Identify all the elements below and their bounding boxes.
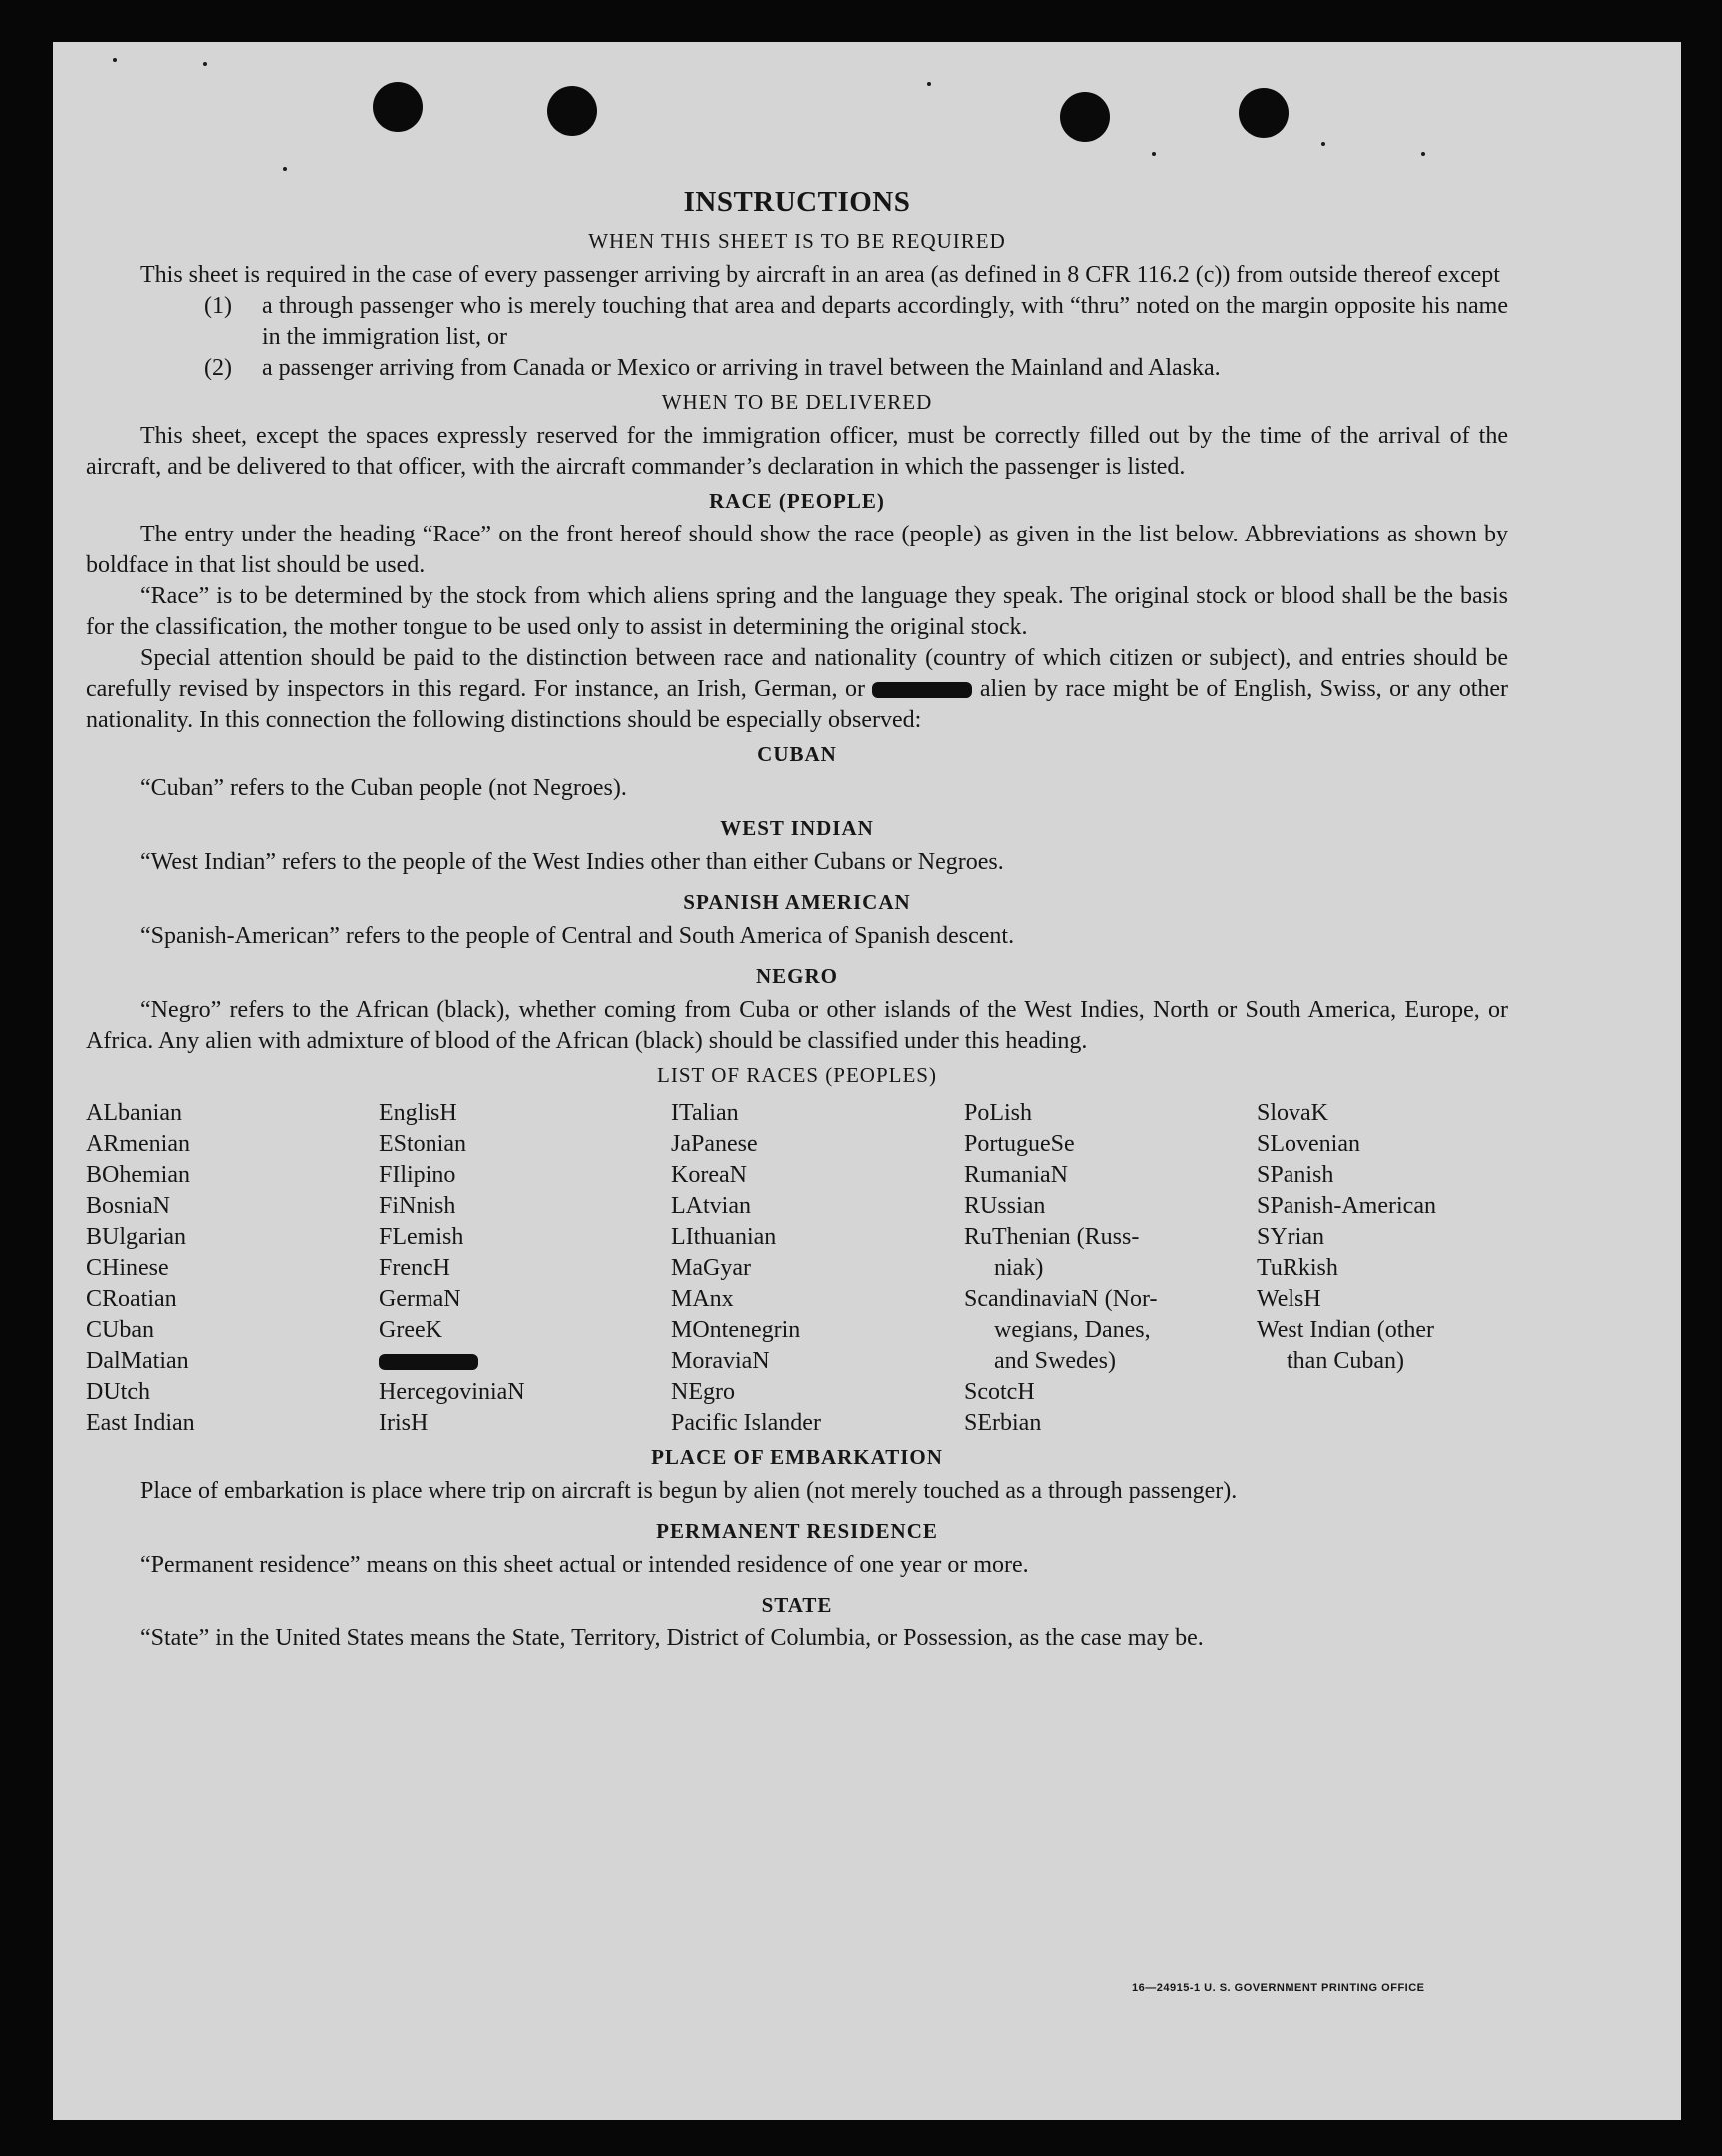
paragraph: Place of embarkation is place where trip on aircraft is begun by alien (not merely touched as a through passenger). <box>140 1478 1238 1504</box>
speck <box>1421 152 1425 156</box>
race-entry: RUssian <box>964 1193 1046 1219</box>
speck <box>283 167 287 171</box>
paragraph: “State” in the United States means the State, Territory, District of Columbia, or Possession, as the case may be. <box>140 1625 1204 1651</box>
race-entry: niak) <box>994 1255 1044 1281</box>
race-column <box>671 1098 964 1439</box>
race-entry: BUlgarian <box>86 1224 186 1250</box>
race-entry: CRoatian <box>86 1286 177 1312</box>
race-entry: ALbanian <box>86 1100 182 1126</box>
speck <box>203 62 207 66</box>
race-entry: SPanish-American <box>1257 1193 1436 1219</box>
race-entry: DUtch <box>86 1379 150 1405</box>
race-entry: HercegoviniaN <box>379 1379 525 1405</box>
race-entry: ScotcH <box>964 1379 1035 1405</box>
speck <box>927 82 931 86</box>
race-column <box>964 1098 1257 1439</box>
race-entry: GermaN <box>379 1286 461 1312</box>
race-entry: PortugueSe <box>964 1131 1075 1157</box>
paragraph: “Cuban” refers to the Cuban people (not Negroes). <box>140 775 627 801</box>
redaction-mark <box>379 1354 478 1370</box>
page-title: INSTRUCTIONS <box>683 186 911 218</box>
race-entry: SErbian <box>964 1410 1042 1436</box>
punch-hole <box>547 86 597 136</box>
race-entry: EnglisH <box>379 1100 457 1126</box>
paragraph: “Race” is to be determined by the stock from which aliens spring and the language they speak. The original stock or blood shall be the basis for the classification, the mother tongue to be used only to assist in determining the original stock. <box>86 583 1508 640</box>
speck <box>1152 152 1156 156</box>
race-entry: BOhemian <box>86 1162 190 1188</box>
race-entry: TuRkish <box>1257 1255 1338 1281</box>
race-entry: IrisH <box>379 1410 429 1436</box>
race-entry: CHinese <box>86 1255 169 1281</box>
race-entry: ARmenian <box>86 1131 190 1157</box>
race-column <box>86 1098 379 1439</box>
paragraph: This sheet, except the spaces expressly reserved for the immigration officer, must be correctly filled out by the time of the arrival of the aircraft, and be delivered to that officer, with the aircraft commander’s declaration in which the passenger is listed. <box>86 423 1508 480</box>
race-column <box>1257 1098 1508 1439</box>
print-code: 16—24915-1 U. S. GOVERNMENT PRINTING OFFICE <box>1132 1982 1425 1994</box>
race-entry: Pacific Islander <box>671 1410 821 1436</box>
race-entry: FiNnish <box>379 1193 456 1219</box>
race-entry: MaGyar <box>671 1255 751 1281</box>
race-entry: BosniaN <box>86 1193 170 1219</box>
race-entry: SYrian <box>1257 1224 1324 1250</box>
race-entry-redacted <box>379 1346 671 1377</box>
paragraph: “West Indian” refers to the people of the West Indies other than either Cubans or Negroes. <box>140 849 1004 875</box>
race-entry: CUban <box>86 1317 154 1343</box>
item-text: a through passenger who is merely touching that area and departs accordingly, with “thru” noted on the margin opposite his name in the immigration list, or <box>262 293 1508 350</box>
punch-hole <box>1239 88 1289 138</box>
paragraph-part: Special attention should be paid to the distinction between race and nationality (country of which citizen or subject), and entries should be carefully revised by inspectors in this regard. For instance, an Irish, German, or <box>86 645 1508 702</box>
race-entry: FLemish <box>379 1224 464 1250</box>
race-entry: wegians, Danes, <box>994 1317 1151 1343</box>
race-entry: KoreaN <box>671 1162 747 1188</box>
paragraph: “Spanish-American” refers to the people of Central and South America of Spanish descent. <box>140 923 1015 949</box>
section-heading: WEST INDIAN <box>720 816 874 840</box>
section-heading: LIST OF RACES (PEOPLES) <box>657 1063 937 1087</box>
race-entry: SlovaK <box>1257 1100 1328 1126</box>
list-item <box>86 353 1508 384</box>
paragraph: “Negro” refers to the African (black), whether coming from Cuba or other islands of the West Indies, North or South America, Europe, or Africa. Any alien with admixture of blood of the African (black) should be classified under this heading. <box>86 997 1508 1054</box>
race-entry: RuThenian (Russ- <box>964 1224 1140 1250</box>
list-item <box>86 291 1508 353</box>
race-entry: MAnx <box>671 1286 734 1312</box>
section-heading: NEGRO <box>755 964 838 988</box>
race-entry: DalMatian <box>86 1348 189 1374</box>
paragraph <box>86 643 1508 736</box>
punch-hole <box>373 82 423 132</box>
race-entry: PoLish <box>964 1100 1033 1126</box>
race-entry: RumaniaN <box>964 1162 1068 1188</box>
paragraph-part: alien by race might be of English, Swiss, or any other nationality. In this connection the following distinctions should be especially observed: <box>86 676 1509 733</box>
section-heading: RACE (PEOPLE) <box>709 489 885 513</box>
race-entry: ITalian <box>671 1100 739 1126</box>
section-heading: PLACE OF EMBARKATION <box>651 1445 943 1469</box>
race-entry: FIlipino <box>379 1162 456 1188</box>
instructions-content <box>86 186 1508 1654</box>
speck <box>1321 142 1325 146</box>
race-entry: LAtvian <box>671 1193 751 1219</box>
race-entry: WelsH <box>1257 1286 1321 1312</box>
section-heading: WHEN THIS SHEET IS TO BE REQUIRED <box>588 229 1006 253</box>
paragraph: This sheet is required in the case of every passenger arriving by aircraft in an area (as defined in 8 CFR 116.2 (c)) from outside thereof except <box>140 262 1500 288</box>
race-entry: East Indian <box>86 1410 195 1436</box>
redaction-mark <box>872 682 972 698</box>
section-heading: CUBAN <box>757 742 837 766</box>
section-heading: SPANISH AMERICAN <box>683 890 911 914</box>
item-text: a passenger arriving from Canada or Mexico or arriving in travel between the Mainland and Alaska. <box>262 355 1221 381</box>
punch-hole <box>1060 92 1110 142</box>
race-entry: NEgro <box>671 1379 735 1405</box>
race-entry: SLovenian <box>1257 1131 1360 1157</box>
speck <box>113 58 117 62</box>
document-sheet <box>53 42 1681 2120</box>
race-column <box>379 1098 671 1439</box>
race-entry: FrencH <box>379 1255 450 1281</box>
race-entry: MoraviaN <box>671 1348 770 1374</box>
race-entry: EStonian <box>379 1131 466 1157</box>
paragraph: “Permanent residence” means on this sheet actual or intended residence of one year or more. <box>140 1552 1029 1578</box>
section-heading: WHEN TO BE DELIVERED <box>661 390 933 414</box>
item-number: (1) <box>204 293 232 319</box>
race-entry: and Swedes) <box>994 1348 1116 1374</box>
race-entry: GreeK <box>379 1317 442 1343</box>
race-entry: LIthuanian <box>671 1224 777 1250</box>
race-list <box>86 1098 1508 1439</box>
item-number: (2) <box>204 355 232 381</box>
race-entry: than Cuban) <box>1287 1348 1404 1374</box>
race-entry: JaPanese <box>671 1131 758 1157</box>
race-entry: MOntenegrin <box>671 1317 801 1343</box>
race-entry: ScandinaviaN (Nor- <box>964 1286 1158 1312</box>
section-heading: PERMANENT RESIDENCE <box>656 1519 938 1543</box>
paragraph: The entry under the heading “Race” on the front hereof should show the race (people) as given in the list below. Abbreviations as shown by boldface in that list should be used. <box>86 522 1508 578</box>
race-entry: SPanish <box>1257 1162 1334 1188</box>
section-heading: STATE <box>761 1593 833 1617</box>
race-entry: West Indian (other <box>1257 1317 1435 1343</box>
